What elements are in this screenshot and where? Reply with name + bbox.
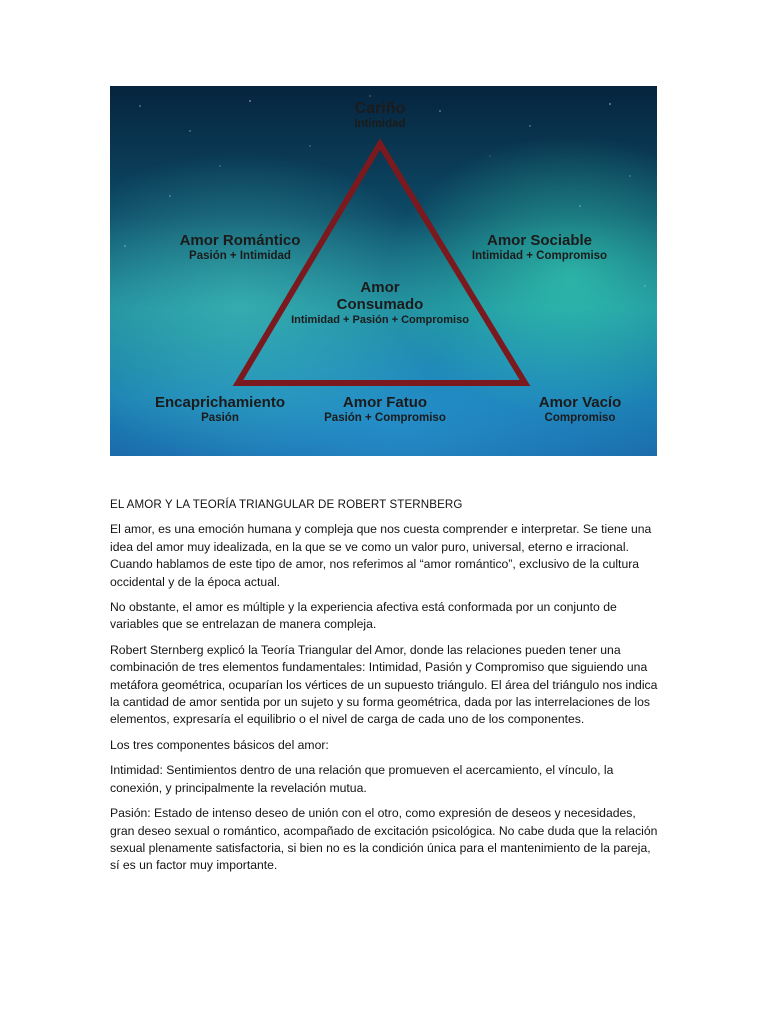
upper-right-label xyxy=(452,232,627,263)
bottom-right-subtitle: Compromiso xyxy=(544,412,616,424)
paragraph-intimidad: Intimidad: Sentimientos dentro de una relación que promueven el acercamiento, el vínculo, la conexión, y principalmente la revelación mutua. xyxy=(110,763,614,795)
bottom-left-title: Encaprichamiento xyxy=(154,394,286,411)
top-subtitle: Intimidad xyxy=(354,118,406,130)
paragraph-sternberg: Robert Sternberg explicó la Teoría Triangular del Amor, donde las relaciones pueden tener una combinación de tres elementos fundamentales: Intimidad, Pasión y Compromiso que siguiendo una metáfora geométrica, ocuparían los vértices de un supuesto triángulo. El área del triángulo nos indica la cantidad de amor sentida por un sujeto y su forma geométrica, dada por las interrelaciones de los elementos, expresaría el equilibrio o el nivel de carga de cada uno de los componentes. xyxy=(110,642,658,727)
upper-left-title: Amor Romántico xyxy=(179,232,301,249)
bottom-center-title: Amor Fatuo xyxy=(342,394,428,411)
triangular-love-diagram xyxy=(110,86,657,456)
upper-right-title: Amor Sociable xyxy=(486,232,593,249)
upper-right-subtitle: Intimidad + Compromiso xyxy=(471,250,608,262)
top-title: Cariño xyxy=(354,100,406,117)
upper-left-subtitle: Pasión + Intimidad xyxy=(189,250,291,262)
upper-left-label xyxy=(155,232,325,263)
bottom-center-label xyxy=(305,394,465,425)
center-subtitle: Intimidad + Pasión + Compromiso xyxy=(291,314,469,326)
article-heading: EL AMOR Y LA TEORÍA TRIANGULAR DE ROBERT STERNBERG xyxy=(110,498,463,511)
bottom-right-title: Amor Vacío xyxy=(538,394,622,411)
center-title-1: Amor xyxy=(360,279,400,296)
vertex-top-label xyxy=(330,100,430,131)
bottom-left-label xyxy=(140,394,300,425)
bottom-right-label xyxy=(520,394,640,425)
article-body xyxy=(110,496,658,883)
paragraph-multiple: No obstante, el amor es múltiple y la experiencia afectiva está conformada por un conjunto de variables que se entrelazan de manera compleja. xyxy=(110,600,617,632)
center-title-2: Consumado xyxy=(336,296,424,313)
paragraph-intro: El amor, es una emoción humana y compleja que nos cuesta comprender e interpretar. Se tiene una idea del amor muy idealizada, en la que se ve como un valor puro, universal, eterno e irracional. Cuando hablamos de este tipo de amor, nos referimos al “amor romántico”, exclusivo de la cultura occidental y de la época actual. xyxy=(110,522,652,589)
bottom-left-subtitle: Pasión xyxy=(201,412,239,424)
center-label xyxy=(270,279,490,327)
bottom-center-subtitle: Pasión + Compromiso xyxy=(324,412,446,424)
paragraph-pasion: Pasión: Estado de intenso deseo de unión con el otro, como expresión de deseos y necesidades, gran deseo sexual o romántico, acompañado de excitación psicológica. No cabe duda que la relación sexual plenamente satisfactoria, si bien no es la condición única para el mantenimiento de la pareja, sí es un factor muy importante. xyxy=(110,806,658,873)
paragraph-components-intro: Los tres componentes básicos del amor: xyxy=(110,737,329,752)
triangle-shape xyxy=(238,144,525,383)
